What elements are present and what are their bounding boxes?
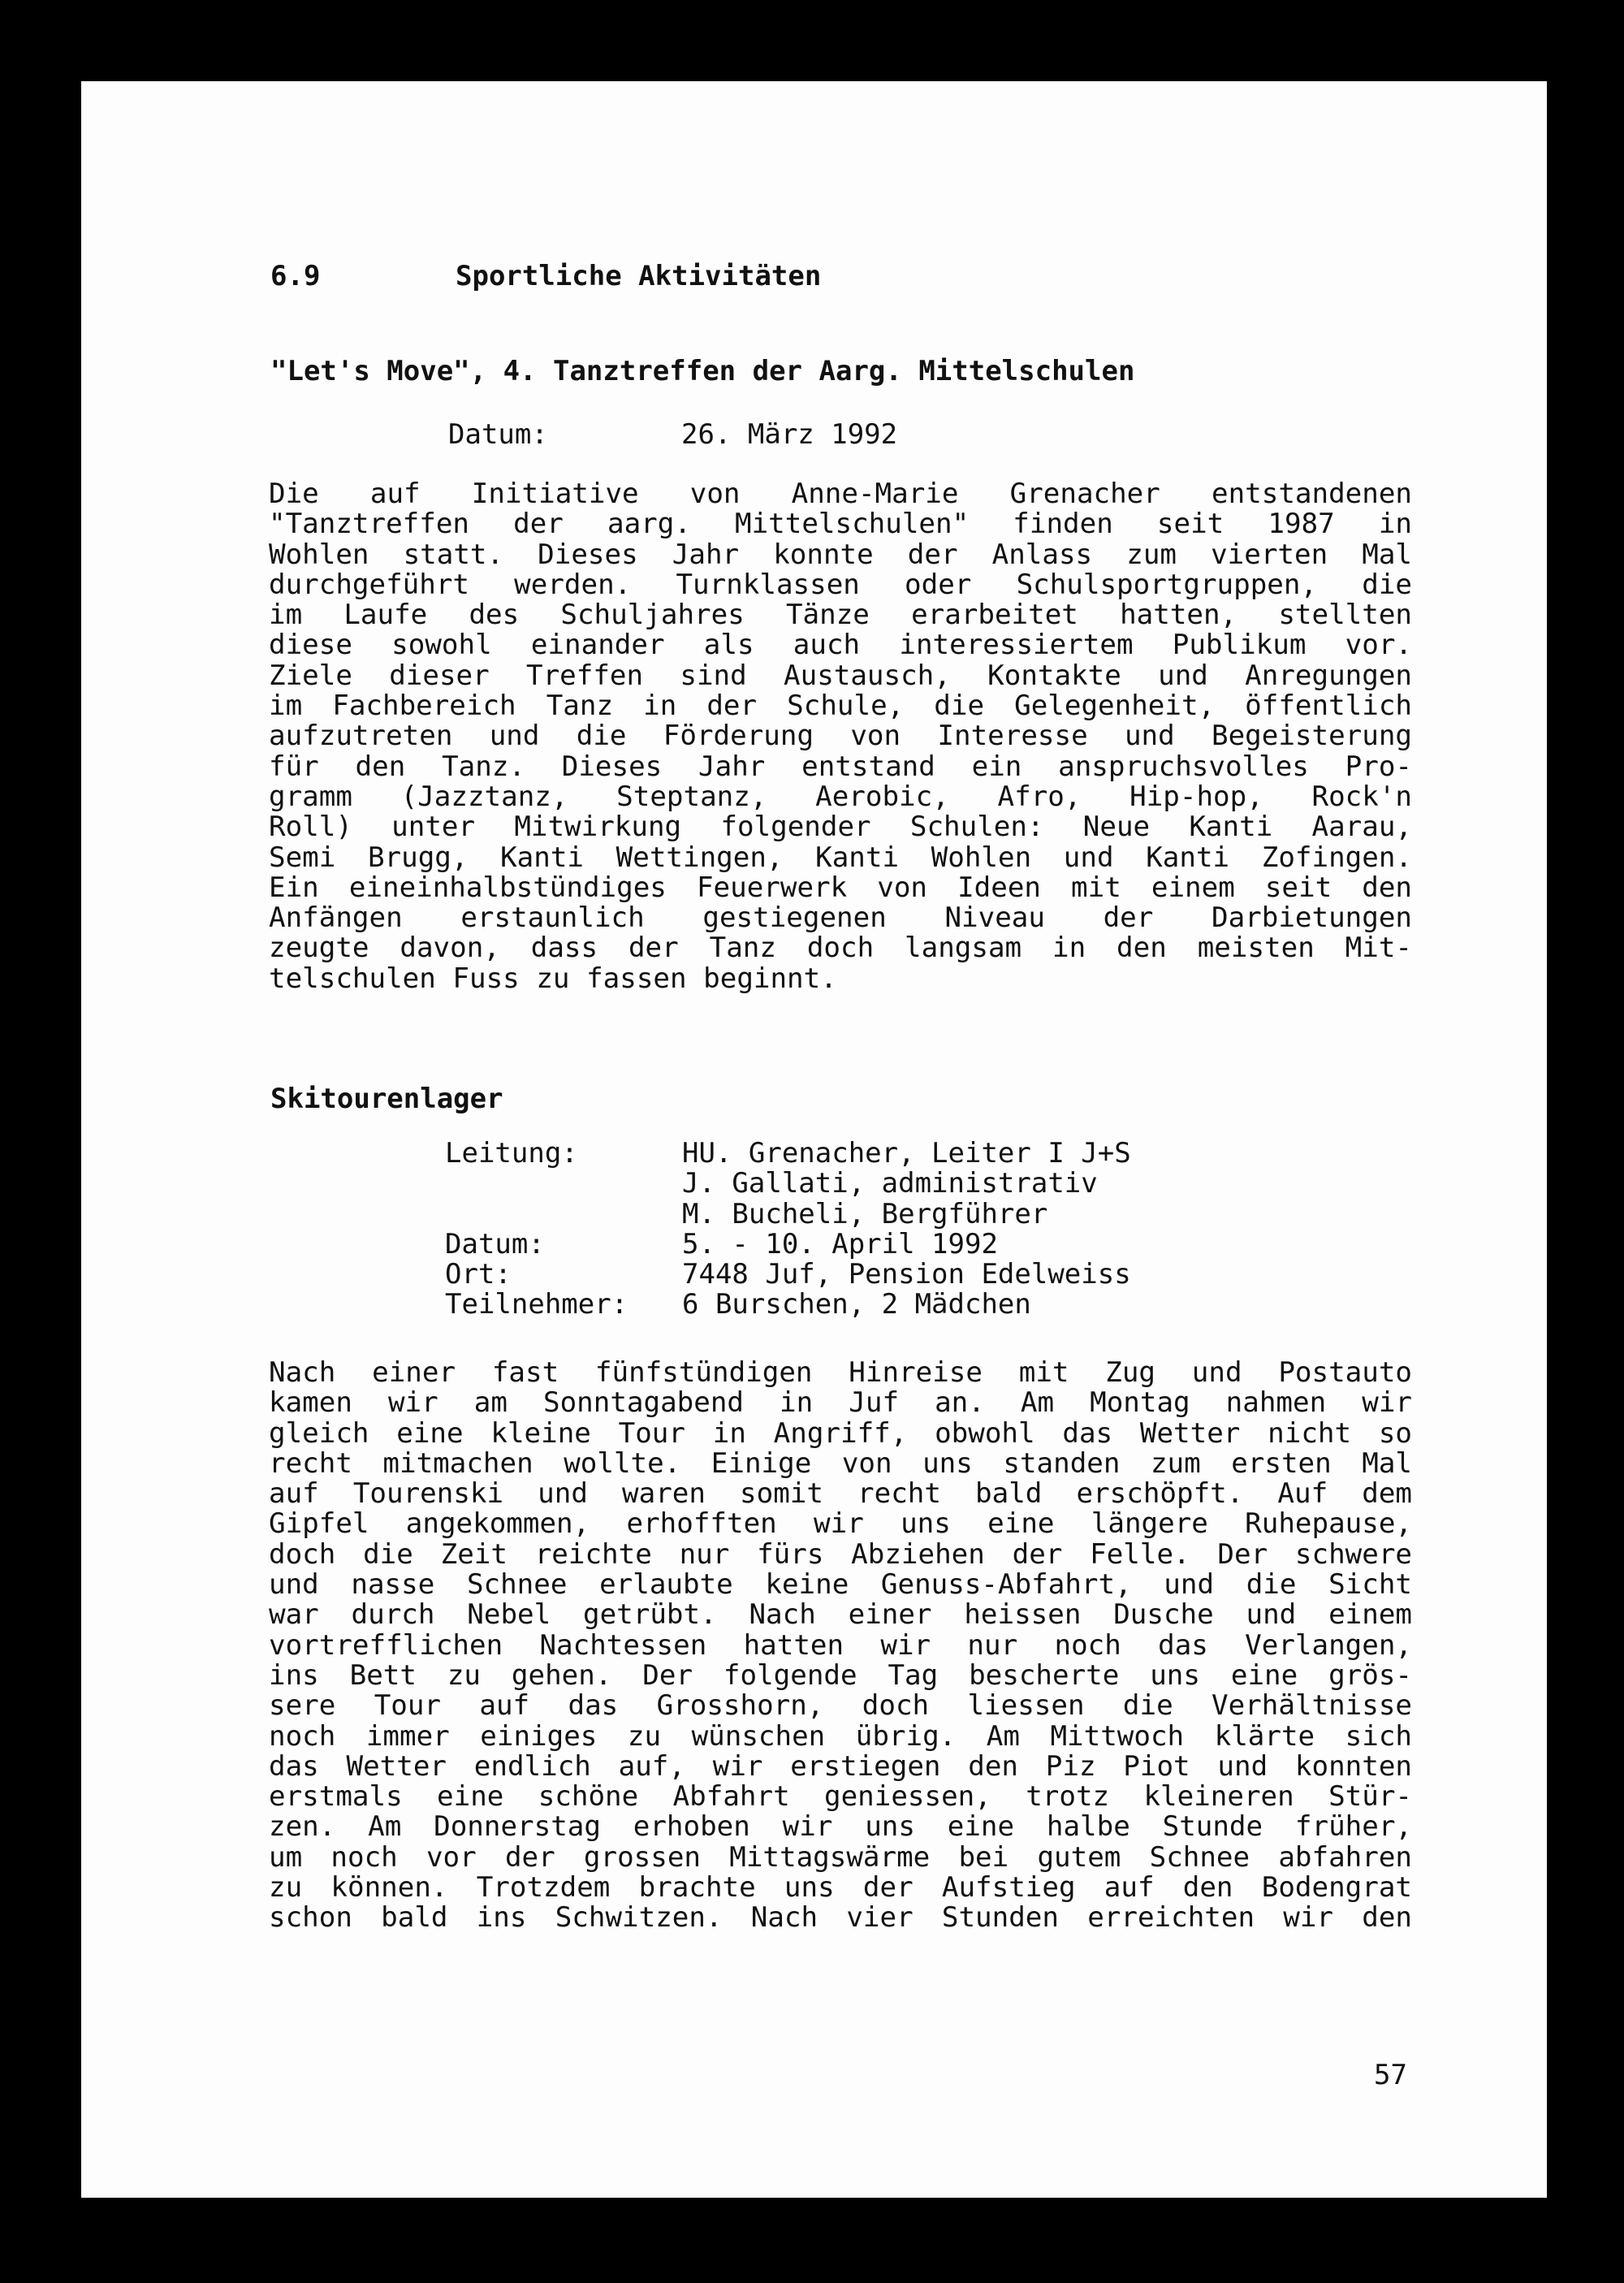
text-line: Gipfel angekommen, erhofften wir uns eine längere Ruhepause, (269, 1507, 1412, 1541)
text-line: zu können. Trotzdem brachte uns der Aufstieg auf den Bodengrat (269, 1871, 1412, 1905)
text-line: Wohlen statt. Dieses Jahr konnte der Anlass zum vierten Mal (269, 538, 1412, 571)
leitung-value-2: J. Gallati, administrativ (682, 1167, 1098, 1200)
text-line: Die auf Initiative von Anne-Marie Grenacher entstandenen (269, 478, 1412, 510)
text-line: um noch vor der grossen Mittagswärme bei gutem Schnee abfahren (269, 1840, 1412, 1874)
dance-date-label: Datum: (448, 418, 548, 451)
text-line: schon bald ins Schwitzen. Nach vier Stunden erreichten wir den (269, 1901, 1412, 1935)
text-line: recht mitmachen wollte. Einige von uns standen zum ersten Mal (269, 1446, 1412, 1480)
section-number: 6.9 (270, 260, 321, 292)
text-line: Semi Brugg, Kanti Wettingen, Kanti Wohlen und Kanti Zofingen. (269, 841, 1412, 874)
ski-camp-details (445, 1139, 1131, 1321)
section-title: Sportliche Aktivitäten (456, 260, 822, 292)
text-line: das Wetter endlich auf, wir erstiegen den Piz Piot und konnten (269, 1749, 1412, 1783)
text-line: "Tanztreffen der aarg. Mittelschulen" finden seit 1987 in (269, 508, 1412, 541)
leitung-value-1: HU. Grenacher, Leiter I J+S (682, 1137, 1131, 1170)
text-line: Ziele dieser Treffen sind Austausch, Kontakte und Anregungen (269, 659, 1412, 692)
text-line: und nasse Schnee erlaubte keine Genuss-Abfahrt, und die Sicht (269, 1568, 1412, 1602)
text-line: vortrefflichen Nachtessen hatten wir nur noch das Verlangen, (269, 1628, 1412, 1662)
section-heading (270, 260, 821, 292)
text-line: zen. Am Donnerstag erhoben wir uns eine halbe Stunde früher, (269, 1810, 1412, 1844)
text-line: gramm (Jazztanz, Steptanz, Aerobic, Afro, Hip-hop, Rock'n (269, 780, 1412, 813)
page-number: 57 (1374, 2059, 1407, 2091)
text-line: doch die Zeit reichte nur fürs Abziehen der Felle. Der schwere (269, 1537, 1412, 1571)
ski-camp-paragraph (269, 1358, 1412, 1934)
text-line: noch immer einiges zu wünschen übrig. Am Mittwoch klärte sich (269, 1719, 1412, 1753)
leitung-value-3: M. Bucheli, Bergführer (682, 1197, 1048, 1230)
text-line: kamen wir am Sonntagabend in Juf an. Am Montag nahmen wir (269, 1386, 1412, 1420)
text-line: Ein eineinhalbstündiges Feuerwerk von Ideen mit einem seit den (269, 871, 1412, 904)
text-line: sere Tour auf das Grosshorn, doch liessen die Verhältnisse (269, 1689, 1412, 1723)
ort-label: Ort: (445, 1258, 512, 1291)
text-line: ins Bett zu gehen. Der folgende Tag bescherte uns eine grös- (269, 1658, 1412, 1692)
text-line: Roll) unter Mitwirkung folgender Schulen: Neue Kanti Aarau, (269, 811, 1412, 844)
text-line: gleich eine kleine Tour in Angriff, obwohl das Wetter nicht so (269, 1416, 1412, 1450)
text-line: im Laufe des Schuljahres Tänze erarbeitet hatten, stellten (269, 599, 1412, 632)
text-line: zeugte davon, dass der Tanz doch langsam in den meisten Mit- (269, 932, 1412, 965)
datum-value: 5. - 10. April 1992 (682, 1227, 998, 1260)
leitung-label: Leitung: (445, 1137, 578, 1170)
text-line: telschulen Fuss zu fassen beginnt. (269, 962, 837, 995)
text-line: war durch Nebel getrübt. Nach einer heissen Dusche und einem (269, 1598, 1412, 1632)
text-line: auf Tourenski und waren somit recht bald erschöpft. Auf dem (269, 1477, 1412, 1511)
text-line: aufzutreten und die Förderung von Interesse und Begeisterung (269, 720, 1412, 753)
text-line: für den Tanz. Dieses Jahr entstand ein anspruchsvolles Pro- (269, 750, 1412, 783)
dance-date-value: 26. März 1992 (681, 418, 898, 451)
text-line: diese sowohl einander als auch interessiertem Publikum vor. (269, 629, 1412, 662)
ski-camp-heading: Skitourenlager (270, 1083, 503, 1115)
teilnehmer-value: 6 Burschen, 2 Mädchen (682, 1288, 1031, 1321)
text-line: durchgeführt werden. Turnklassen oder Schulsportgruppen, die (269, 568, 1412, 601)
datum-label: Datum: (445, 1227, 545, 1260)
text-line: Anfängen erstaunlich gestiegenen Niveau der Darbietungen (269, 902, 1412, 935)
dance-paragraph (269, 479, 1412, 994)
teilnehmer-label: Teilnehmer: (445, 1288, 628, 1321)
text-line: erstmals eine schöne Abfahrt geniessen, trotz kleineren Stür- (269, 1780, 1412, 1814)
document-page (81, 81, 1547, 2198)
text-line: Nach einer fast fünfstündigen Hinreise mit Zug und Postauto (269, 1356, 1412, 1389)
dance-event-heading: "Let's Move", 4. Tanztreffen der Aarg. Mittelschulen (270, 355, 1135, 387)
text-line: im Fachbereich Tanz in der Schule, die Gelegenheit, öffentlich (269, 690, 1412, 723)
ort-value: 7448 Juf, Pension Edelweiss (682, 1258, 1131, 1291)
